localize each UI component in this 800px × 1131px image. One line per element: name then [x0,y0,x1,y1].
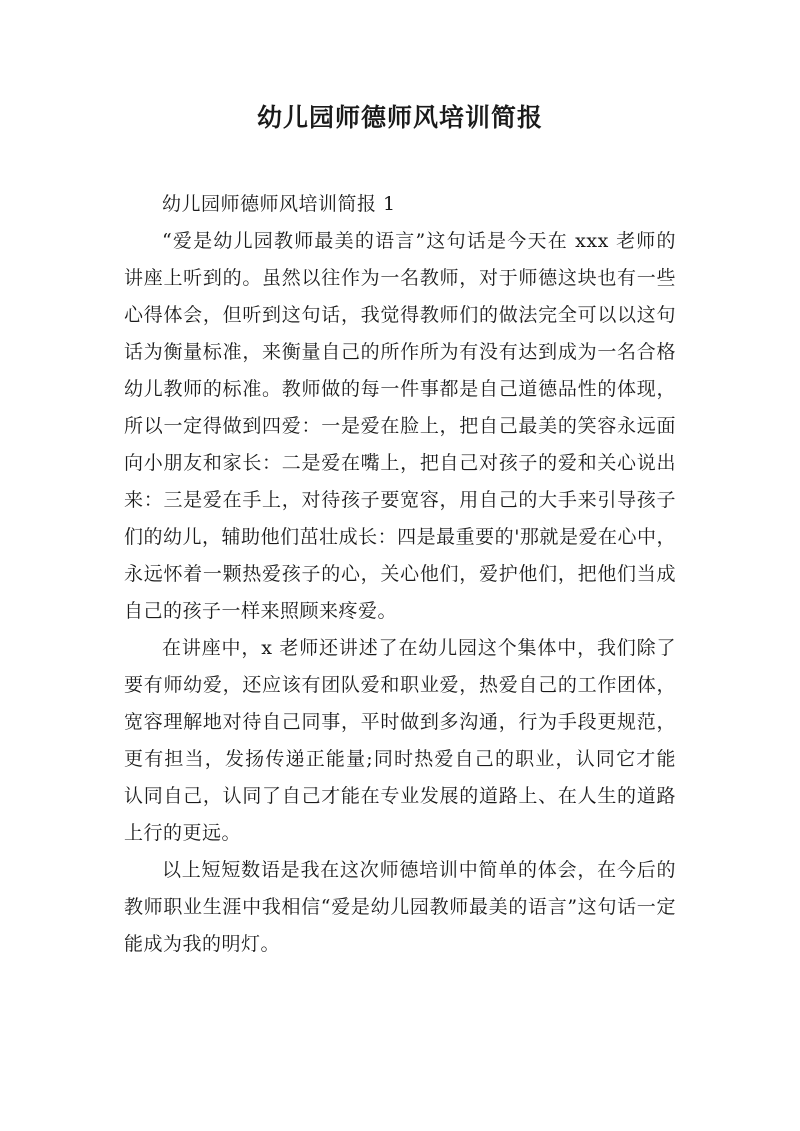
paragraph-1: “爱是幼儿园教师最美的语言”这句话是今天在 xxx 老师的讲座上听到的。虽然以往作为一名教师，对于师德这块也有一些心得体会，但听到这句话，我觉得教师们的做法完全可以以这句话为衡量标准，来衡量自己的所作所为有没有达到成为一名合格幼儿教师的标准。教师做的每一件事都是自己道德品性的体现，所以一定得做到四爱：一是爱在脸上，把自己最美的笑容永远面向小朋友和家长：二是爱在嘴上，把自己对孩子的爱和关心说出来：三是爱在手上，对待孩子要宽容，用自己的大手来引导孩子们的幼儿，辅助他们茁壮成长：四是最重要的'那就是爱在心中，永远怀着一颗热爱孩子的心，关心他们，爱护他们，把他们当成自己的孩子一样来照顾来疼爱。 [124,230,676,622]
paragraph-2: 在讲座中，x 老师还讲述了在幼儿园这个集体中，我们除了要有师幼爱，还应该有团队爱和职业爱，热爱自己的工作团体，宽容理解地对待自己同事，平时做到多沟通，行为手段更规范，更有担当，发扬传递正能量;同时热爱自己的职业，认同它才能认同自己，认同了自己才能在专业发展的道路上、在人生的道路上行的更远。 [124,637,676,844]
document-body [124,186,676,963]
paragraph-3: 以上短短数语是我在这次师德培训中简单的体会，在今后的教师职业生涯中我相信“爱是幼儿园教师最美的语言”这句话一定能成为我的明灯。 [124,859,676,955]
document-title: 幼儿园师德师风培训简报 [256,103,543,132]
section-heading: 幼儿园师德师风培训简报 1 [162,193,396,215]
